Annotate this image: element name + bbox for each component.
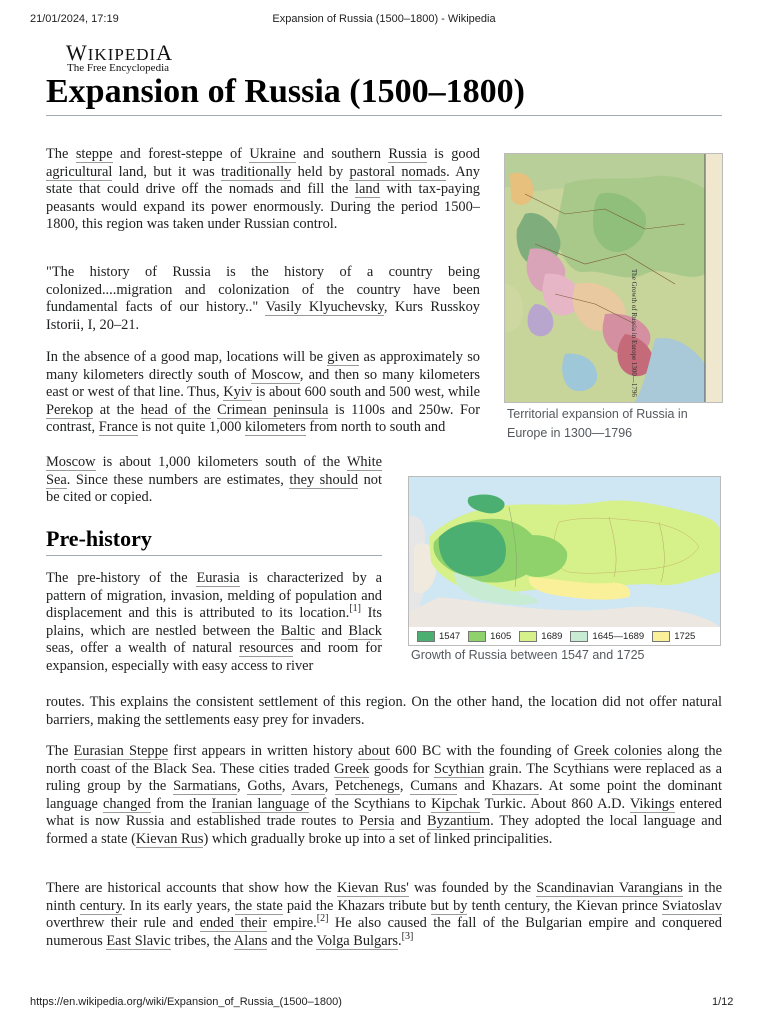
link-persia[interactable]: Persia (359, 813, 395, 829)
link-byzantium[interactable]: Byzantium (426, 813, 491, 829)
legend-swatch-1605 (468, 631, 486, 642)
figure-caption-2: Growth of Russia between 1547 and 1725 (411, 648, 645, 662)
link-iranian-language[interactable]: Iranian language (211, 795, 310, 812)
paragraph-locations: In the absence of a good map, locations will be given as approximately so many kilometers directly south of Moscow, and then so many kilometers east or west of that line. Thus, Kyiv is about 600 south and 500 west, while Perekop at the head of the Crimean peninsula is 1100s and 250w. For contrast, France is not quite 1,000 kilometers from north to south and (46, 349, 480, 435)
link-eurasian-steppe[interactable]: Eurasian Steppe (73, 743, 169, 759)
link-sarmatians[interactable]: Sarmatians (173, 778, 238, 794)
link-century[interactable]: century (79, 897, 122, 914)
print-page-title: Expansion of Russia (1500–1800) - Wikipedia (272, 13, 496, 25)
link-france[interactable]: France (98, 419, 138, 435)
link-alans[interactable]: Alans (233, 932, 268, 949)
link-volga-bulgars[interactable]: Volga Bulgars (316, 932, 399, 949)
link-scythian[interactable]: Scythian (433, 760, 485, 777)
map-territorial-expansion-europe[interactable] (504, 153, 723, 403)
link-kyiv[interactable]: Kyiv (223, 384, 253, 400)
link-changed[interactable]: changed (102, 795, 151, 812)
link-moscow-2[interactable]: Moscow (46, 454, 96, 470)
reference-1[interactable]: [1] (349, 603, 361, 615)
link-crimean-peninsula[interactable]: Crimean peninsula (217, 401, 329, 418)
map-growth-of-russia[interactable] (408, 476, 721, 646)
print-timestamp: 21/01/2024, 17:19 (30, 13, 119, 25)
link-head-of-the[interactable]: head of the (140, 401, 211, 418)
link-baltic[interactable]: Baltic (280, 622, 316, 639)
legend-item-1689: 1689 (519, 631, 562, 642)
link-vikings[interactable]: Vikings (629, 795, 675, 812)
link-goths[interactable]: Goths (247, 778, 282, 794)
print-url: https://en.wikipedia.org/wiki/Expansion_of_Russia_(1500–1800) (30, 996, 342, 1008)
paragraph-prehistory: The pre-history of the Eurasia is characterized by a pattern of migration, invasion, melding of population and displacement and this is attributed to its location.[1] Its plains, which are nestled between the Baltic and Black seas, offer a wealth of natural resources and room for expansion, especially with easy access to river (46, 570, 383, 674)
link-they-should[interactable]: they should (289, 471, 359, 488)
reference-2[interactable]: [2] (316, 913, 329, 925)
link-perekop[interactable]: Perekop (46, 401, 94, 418)
link-agricultural[interactable]: agricultural (46, 163, 113, 180)
legend-swatch-1547 (417, 631, 435, 642)
link-black[interactable]: Black (348, 622, 382, 639)
link-white-sea[interactable]: White Sea (46, 454, 382, 488)
link-given[interactable]: given (327, 349, 360, 365)
link-kipchak[interactable]: Kipchak (431, 795, 480, 812)
logo-letter-end: A (156, 40, 174, 65)
logo-letters: IKIPEDI (87, 45, 157, 64)
link-traditionally[interactable]: traditionally (221, 163, 292, 180)
map-legend (409, 627, 720, 645)
link-avars[interactable]: Avars (291, 778, 325, 794)
logo-tagline: The Free Encyclopedia (67, 62, 170, 74)
link-but-by[interactable]: but by (430, 897, 468, 914)
link-ended-their[interactable]: ended their (199, 915, 267, 931)
legend-swatch-1645-1689 (570, 631, 588, 642)
link-kievan-rus-2[interactable]: Kievan Rus' (337, 880, 409, 896)
link-moscow[interactable]: Moscow (251, 366, 300, 383)
legend-item-1645-1689: 1645—1689 (570, 631, 644, 642)
link-ukraine[interactable]: Ukraine (249, 146, 296, 162)
reference-3[interactable]: [3] (401, 930, 414, 942)
link-east-slavic[interactable]: East Slavic (106, 932, 171, 949)
link-pastoral-nomads[interactable]: pastoral nomads (349, 163, 447, 180)
link-greek-colonies[interactable]: Greek colonies (573, 743, 663, 759)
map-margin-title: The Growth of Russia in Europe 1300—1796 (630, 269, 638, 397)
link-petchenegs[interactable]: Petchenegs (335, 778, 400, 794)
legend-item-1547: 1547 (417, 631, 460, 642)
link-vasily-klyuchevsky[interactable]: Vasily Klyuchevsky (265, 299, 384, 315)
page-title: Expansion of Russia (1500–1800) (46, 70, 722, 116)
link-about[interactable]: about (358, 743, 391, 759)
growth-map-image (409, 477, 720, 627)
figure-caption-1: Territorial expansion of Russia in Europe in 1300—1796 (507, 407, 688, 440)
link-eurasia[interactable]: Eurasia (196, 570, 240, 586)
paragraph-prehistory-cont: routes. This explains the consistent settlement of this region. On the other hand, the location did not offer natural barriers, making the settlements easy prey for invaders. (46, 694, 722, 728)
link-kilometers[interactable]: kilometers (245, 419, 306, 435)
link-sviatoslav[interactable]: Sviatoslav (662, 897, 723, 914)
link-russia[interactable]: Russia (388, 146, 427, 162)
legend-item-1605: 1605 (468, 631, 511, 642)
historical-map-image (505, 154, 722, 402)
paragraph-locations-cont: Moscow is about 1,000 kilometers south of the White Sea. Since these numbers are estimates, they should not be cited or copied. (46, 454, 382, 505)
link-resources[interactable]: resources (239, 640, 294, 656)
logo-letter: W (66, 40, 88, 65)
link-kievan-rus[interactable]: Kievan Rus (135, 830, 204, 847)
link-land[interactable]: land (354, 181, 380, 197)
link-greek[interactable]: Greek (334, 760, 370, 777)
section-heading-pre-history: Pre-history (46, 525, 382, 556)
paragraph-eurasian-steppe: The Eurasian Steppe first appears in written history about 600 BC with the founding of Greek colonies along the north coast of the Black Sea. These cities traded Greek goods for Scythian grain. The Scythians were replaced as a ruling group by the Sarmatians, Goths, Avars, Petchenegs, Cumans and Khazars. At some point the dominant language changed from the Iranian language of the Scythians to Kipchak Turkic. About 860 A.D. Vikings entered what is now Russia and established trade routes to Persia and Byzantium. They adopted the local language and formed a state (Kievan Rus) which gradually broke up into a set of linked principalities. (46, 743, 722, 847)
paragraph-intro: The steppe and forest-steppe of Ukraine and southern Russia is good agricultural land, but it was traditionally held by pastoral nomads. Any state that could drive off the nomads and fill the land with tax-paying peasants would expand its power enormously. During the period 1500–1800, this region was taken under Russian control. (46, 146, 480, 232)
link-steppe[interactable]: steppe (75, 146, 113, 162)
legend-swatch-1725 (652, 631, 670, 642)
link-scandinavian-varangians[interactable]: Scandinavian Varangians (536, 880, 683, 896)
print-page-number: 1/12 (712, 996, 734, 1008)
legend-item-1725: 1725 (652, 631, 695, 642)
legend-swatch-1689 (519, 631, 537, 642)
link-cumans[interactable]: Cumans (410, 778, 458, 794)
link-khazars[interactable]: Khazars (491, 778, 539, 794)
paragraph-kievan-rus: There are historical accounts that show how the Kievan Rus' was founded by the Scandinavian Varangians in the ninth century. In its early years, the state paid the Khazars tribute but by tenth century, the Kievan prince Sviatoslav overthrew their rule and ended their empire.[2] He also caused the fall of the Bulgarian empire and conquered numerous East Slavic tribes, the Alans and the Volga Bulgars.[3] (46, 880, 723, 949)
paragraph-quote: "The history of Russia is the history of a country being colonized....migration and colonization of the country have been fundamental facts of our history.." Vasily Klyuchevsky, Kurs Russkoy Istorii, I, 20–21. (46, 264, 480, 333)
link-the-state[interactable]: the state (234, 897, 283, 914)
